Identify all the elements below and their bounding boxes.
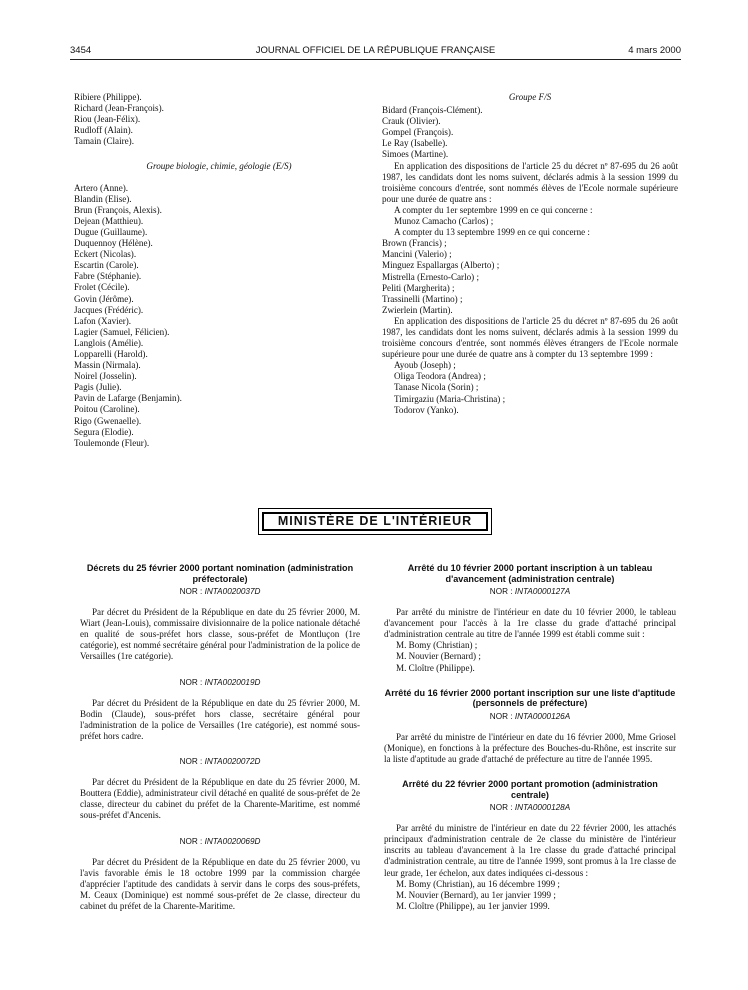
name-entry: Lafon (Xavier).	[74, 315, 132, 326]
nor-code: INTA0020019D	[204, 677, 261, 687]
name-entry: M. Bomy (Christian) ;	[396, 640, 478, 651]
name-entry: Artero (Anne).	[74, 182, 129, 193]
page-number: 3454	[70, 45, 92, 56]
name-entry: Toulemonde (Fleur).	[74, 437, 150, 448]
nor-code: INTA0020037D	[204, 587, 261, 596]
nor-label: NOR :	[179, 677, 203, 687]
nor-code: INTA0000126A	[514, 711, 571, 721]
name-entry: Tamain (Claire).	[74, 136, 134, 147]
name-entry: Ayoub (Joseph) ;	[394, 360, 456, 371]
name-entry: Munoz Camacho (Carlos) ;	[394, 216, 494, 227]
nor-reference	[80, 677, 360, 688]
name-entry: M. Nouvier (Bernard) ;	[396, 651, 481, 662]
ministry-title: MINISTÈRE DE L'INTÉRIEUR	[262, 512, 488, 531]
name-entry: Todorov (Yanko).	[394, 404, 459, 415]
name-entry: Frolet (Cécile).	[74, 282, 130, 293]
nor-label: NOR :	[179, 587, 203, 596]
group-title-biologie: Groupe biologie, chimie, géologie (E/S)	[146, 161, 292, 172]
left-top-column	[74, 92, 364, 449]
name-entry: Timirgaziu (Maria-Christina) ;	[394, 393, 506, 404]
name-entry: Richard (Jean-François).	[74, 103, 164, 114]
name-entry: Le Ray (Isabelle).	[382, 138, 448, 149]
nor-reference	[80, 756, 360, 767]
date-line: A compter du 1er septembre 1999 en ce qui concerne :	[394, 204, 593, 215]
arrete-text: Par arrêté du ministre de l'intérieur en date du 16 février 2000, Mme Griosel (Monique), en fonctions à la préfecture des Bouches-du-Rhône, est inscrite sur la liste d'aptitude au grade d'attaché de préfecture au titre de l'année 1995.	[384, 731, 676, 764]
name-entry: Peliti (Margherita) ;	[382, 282, 455, 293]
arrete-text: Par arrêté du ministre de l'intérieur en date du 10 février 2000, le tableau d'avancement pour l'accès à la 1re classe du grade d'attaché principal d'administration centrale au titre de l'année 1999 est établi comme suit :	[384, 607, 676, 640]
paragraph: En application des dispositions de l'article 25 du décret nº 87-695 du 26 août 1987, les candidats dont les noms suivent, déclarés admis à la session 1999 du troisième concours d'entrée, sont nommés élèves étrangers de l'Ecole normale supérieure pour une durée de quatre ans à compter du 13 septembre 1999 :	[382, 315, 678, 360]
name-entry: Gompel (François).	[382, 127, 454, 138]
name-entry: Segura (Elodie).	[74, 426, 134, 437]
name-entry: Massin (Nirmala).	[74, 360, 141, 371]
arrete-text: Par arrêté du ministre de l'intérieur en date du 22 février 2000, les attachés principaux d'administration centrale de 2e classe du ministère de l'intérieur inscrits au tableau d'avancement à la 1re classe du grade d'attaché principal d'administration centrale, au titre de l'année 1999, sont promus à la 1re classe de leur grade, 1er échelon, aux dates indiquées ci-dessous :	[384, 823, 676, 878]
nor-code: INTA0020072D	[204, 757, 261, 767]
name-entry: Duquennoy (Hélène).	[74, 238, 153, 249]
page-header	[70, 45, 681, 60]
ministry-banner	[258, 508, 492, 535]
name-entry: Noirel (Josselin).	[74, 371, 137, 382]
decret-text: Par décret du Président de la République en date du 25 février 2000, M. Bouttera (Eddie), administrateur civil détaché en qualité de sous-préfet de 2e classe, directeur du cabinet du préfet de la Charente-Maritime, est nommé sous-préfet d'Ancenis.	[80, 777, 360, 821]
name-entry: Lopparelli (Harold).	[74, 348, 148, 359]
name-entry: Govin (Jérôme).	[74, 293, 134, 304]
name-entry: Ribiere (Philippe).	[74, 92, 142, 102]
name-entry: M. Cloître (Philippe), au 1er janvier 1999.	[396, 900, 550, 911]
name-entry: M. Cloître (Philippe).	[396, 662, 475, 673]
name-entry: Bidard (François-Clément).	[382, 105, 483, 116]
name-entry: Jacques (Frédéric).	[74, 304, 144, 315]
issue-date: 4 mars 2000	[628, 45, 681, 56]
name-entry: Dejean (Matthieu).	[74, 215, 144, 226]
name-entry: Fabre (Stéphanie).	[74, 271, 142, 282]
nor-reference	[80, 836, 360, 847]
arrete-title: Arrêté du 22 février 2000 portant promotion (administration centrale)	[402, 779, 658, 800]
name-entry: Mancini (Valerio) ;	[382, 249, 452, 260]
arrete-title: Arrêté du 16 février 2000 portant inscription sur une liste d'aptitude (personnels de préfecture)	[384, 687, 676, 709]
name-entry: Langlois (Amélie).	[74, 337, 144, 348]
name-entry: Tanase Nicola (Sorin) ;	[394, 382, 479, 393]
nor-code: INTA0000128A	[514, 803, 571, 813]
name-entry: Eckert (Nicolas).	[74, 249, 137, 260]
name-entry: Pagis (Julie).	[74, 382, 122, 393]
paragraph: En application des dispositions de l'article 25 du décret nº 87-695 du 26 août 1987, les candidats dont les noms suivent, déclarés admis à la session 1999 du troisième concours d'entrée, sont nommés élèves de l'Ecole normale supérieure pour une durée de quatre ans :	[382, 160, 678, 204]
name-entry: Oliga Teodora (Andrea) ;	[394, 371, 486, 382]
name-entry: Rigo (Gwenaelle).	[74, 415, 142, 426]
name-entry: M. Bomy (Christian), au 16 décembre 1999 ;	[396, 878, 560, 889]
right-top-column	[382, 92, 678, 416]
nor-reference	[384, 711, 676, 722]
name-entry: Riou (Jean-Félix).	[74, 114, 141, 125]
name-entry: Lagier (Samuel, Félicien).	[74, 326, 170, 337]
name-entry: Brun (François, Alexis).	[74, 204, 162, 215]
name-entry: Brown (Francis) ;	[382, 238, 447, 249]
name-entry: Dugue (Guillaume).	[74, 226, 148, 237]
name-entry: Crauk (Olivier).	[382, 116, 441, 127]
group-title-fs: Groupe F/S	[508, 92, 552, 102]
name-entry: Minguez Espallargas (Alberto) ;	[382, 260, 500, 271]
name-entry: Pavin de Lafarge (Benjamin).	[74, 393, 182, 404]
decret-text: Par décret du Président de la République en date du 25 février 2000, M. Wiart (Jean-Louis), commissaire divisionnaire de la police nationale détaché en qualité de sous-préfet hors classe, sous-préfet de Montluçon (1re catégorie), est nommé secrétaire général pour l'administration de la police de Versailles (1re catégorie).	[80, 607, 360, 662]
nor-reference	[384, 802, 676, 813]
name-entry: Poitou (Caroline).	[74, 404, 140, 415]
decret-text: Par décret du Président de la République en date du 25 février 2000, vu l'avis favorable émis le 18 octobre 1999 par la commission chargée d'apprécier l'aptitude des candidats à servir dans le corps des sous-préfets, M. Ceaux (Dominique) est nommé sous-préfet de 2e classe, directeur du cabinet du préfet de la Charente-Maritime.	[80, 856, 360, 911]
left-bottom-column	[80, 563, 360, 912]
nor-label: NOR :	[179, 836, 203, 846]
name-entry: Mistrella (Ernesto-Carlo) ;	[382, 271, 479, 282]
name-entry: Trassinelli (Martino) ;	[382, 293, 463, 304]
right-bottom-column	[384, 563, 676, 912]
nor-code: INTA0000127A	[514, 587, 571, 596]
journal-title: JOURNAL OFFICIEL DE LA RÉPUBLIQUE FRANÇAISE	[255, 45, 496, 56]
decret-text: Par décret du Président de la République en date du 25 février 2000, M. Bodin (Claude), sous-préfet hors classe, secrétaire général pour l'administration de la police de Versailles (1re catégorie), est nommé sous-préfet hors cadre.	[80, 697, 360, 741]
nor-code: INTA0020069D	[204, 836, 261, 846]
name-entry: Rudloff (Alain).	[74, 125, 133, 136]
decrets-title: Décrets du 25 février 2000 portant nomination (administration préfectorale)	[86, 563, 354, 584]
arrete-title: Arrêté du 10 février 2000 portant inscription à un tableau d'avancement (administration centrale)	[407, 563, 653, 584]
nor-reference	[384, 586, 676, 597]
name-entry: Zwierlein (Martin).	[382, 304, 453, 315]
nor-reference	[80, 586, 360, 597]
date-line: A compter du 13 septembre 1999 en ce qui concerne :	[394, 227, 590, 238]
name-entry: Blandin (Elise).	[74, 193, 132, 204]
name-entry: Simoes (Martine).	[382, 149, 449, 160]
nor-label: NOR :	[489, 803, 513, 813]
nor-label: NOR :	[489, 587, 513, 596]
nor-label: NOR :	[179, 757, 203, 767]
nor-label: NOR :	[489, 711, 513, 721]
name-entry: M. Nouvier (Bernard), au 1er janvier 1999 ;	[396, 889, 556, 900]
name-entry: Escartin (Carole).	[74, 260, 139, 271]
